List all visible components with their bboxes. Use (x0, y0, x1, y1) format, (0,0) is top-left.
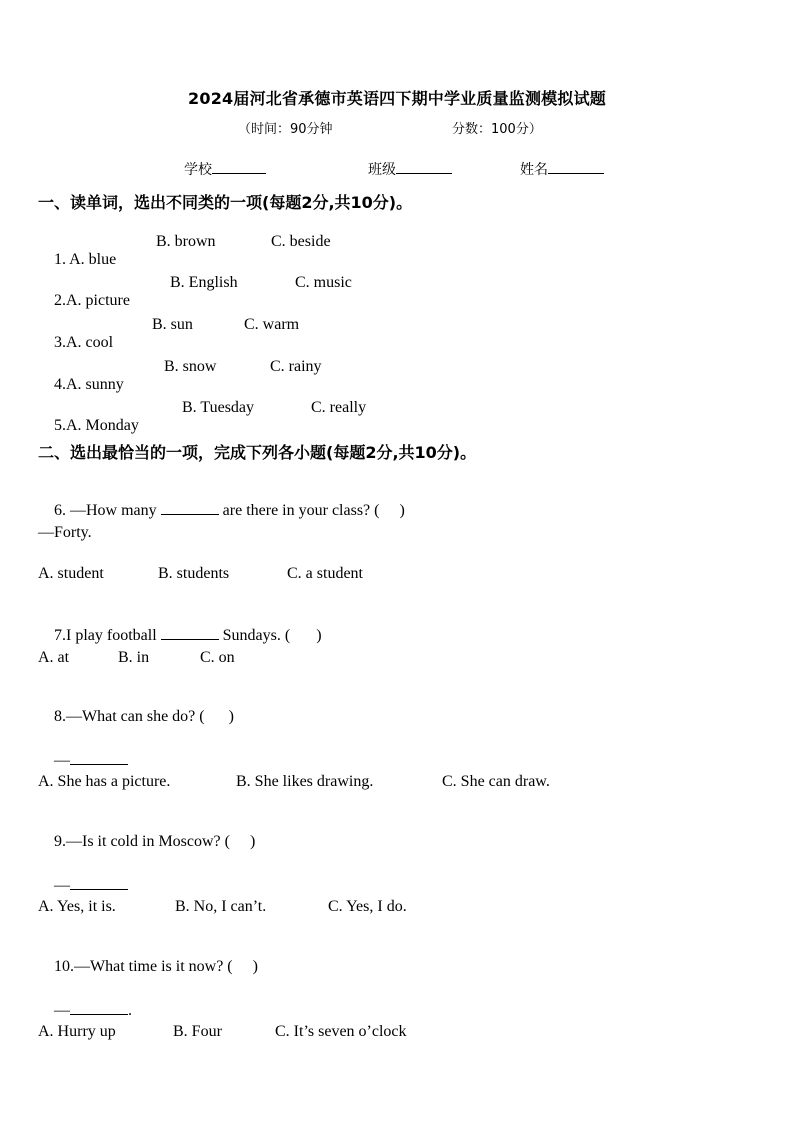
option-b: B. Tuesday (182, 399, 255, 416)
exam-title: 2024届河北省承德市英语四下期中学业质量监测模拟试题 (188, 89, 606, 108)
bracket-close: ) (316, 627, 322, 644)
option-c: C. It’s seven o’clock (275, 1023, 407, 1040)
bracket-close: ) (228, 708, 234, 725)
question-stem-end: Sundays. ( (218, 627, 291, 644)
option-b: B. No, I can’t. (175, 898, 267, 915)
option-c: C. on (200, 649, 235, 666)
school-label: 学校 (184, 162, 212, 178)
exam-time: （时间：90分钟 (238, 122, 333, 137)
reply-dash: — (54, 1002, 70, 1019)
reply-blank (70, 1000, 128, 1015)
option-b: B. Four (173, 1023, 222, 1040)
exam-score: 分数：100分） (452, 122, 542, 137)
option-c: C. a student (287, 565, 363, 582)
question-6 (38, 482, 405, 538)
section-1-heading: 一、读单词，选出不同类的一项(每题2分,共10分)。 (38, 193, 413, 212)
school-blank[interactable] (212, 173, 266, 174)
option-b: B. students (158, 565, 230, 582)
option-c: C. warm (244, 316, 300, 333)
question-stem: 9.—Is it cold in Moscow? ( (54, 833, 230, 850)
option-b: B. brown (156, 233, 216, 250)
option-a: A. She has a picture. (38, 773, 171, 790)
option-a: A. picture (66, 292, 130, 309)
option-b: B. English (170, 274, 238, 291)
option-a: A. cool (66, 334, 114, 351)
bracket-close: ) (399, 502, 405, 519)
option-b: B. She likes drawing. (236, 773, 374, 790)
reply-end: . (128, 1002, 132, 1019)
reply-blank (70, 875, 128, 890)
option-c: C. Yes, I do. (328, 898, 407, 915)
question-number: 3. (54, 334, 66, 351)
question-stem: 8.—What can she do? ( (54, 708, 205, 725)
option-c: C. music (295, 274, 352, 291)
reply-dash: — (54, 752, 70, 769)
bracket-close: ) (252, 958, 258, 975)
option-a: A. Monday (66, 417, 139, 434)
option-c: C. She can draw. (442, 773, 550, 790)
option-a: A. blue (69, 251, 117, 268)
option-c: C. really (311, 399, 367, 416)
bracket-close: ) (249, 833, 256, 850)
reply-dash: — (54, 877, 70, 894)
question-stem: 6. —How many (54, 502, 161, 519)
school-field (184, 159, 266, 179)
fill-blank (161, 500, 219, 515)
option-c: C. rainy (270, 358, 322, 375)
option-a: A. Hurry up (38, 1023, 116, 1040)
option-b: B. sun (152, 316, 193, 333)
name-label: 姓名 (520, 162, 548, 178)
option-a: A. sunny (66, 376, 124, 393)
question-number: 4. (54, 376, 66, 393)
class-field (368, 159, 452, 179)
fill-blank (161, 625, 219, 640)
class-blank[interactable] (396, 173, 452, 174)
name-field (520, 159, 604, 179)
question-stem: 7.I play football (54, 627, 161, 644)
class-label: 班级 (368, 162, 396, 178)
question-number: 5. (54, 417, 66, 434)
option-a: A. Yes, it is. (38, 898, 116, 915)
option-c: C. beside (271, 233, 331, 250)
name-blank[interactable] (548, 173, 604, 174)
option-b: B. snow (164, 358, 217, 375)
section-2-heading: 二、选出最恰当的一项，完成下列各小题(每题2分,共10分)。 (38, 443, 477, 462)
question-stem-end: are there in your class? ( (218, 502, 380, 519)
option-b: B. in (118, 649, 150, 666)
option-a: A. at (38, 649, 70, 666)
question-number: 2. (54, 292, 66, 309)
option-a: A. student (38, 565, 104, 582)
reply-blank (70, 750, 128, 765)
question-stem: 10.—What time is it now? ( (54, 958, 233, 975)
question-7 (38, 607, 322, 663)
question-number: 1. (54, 251, 70, 268)
question-6-reply: —Forty. (38, 524, 92, 541)
